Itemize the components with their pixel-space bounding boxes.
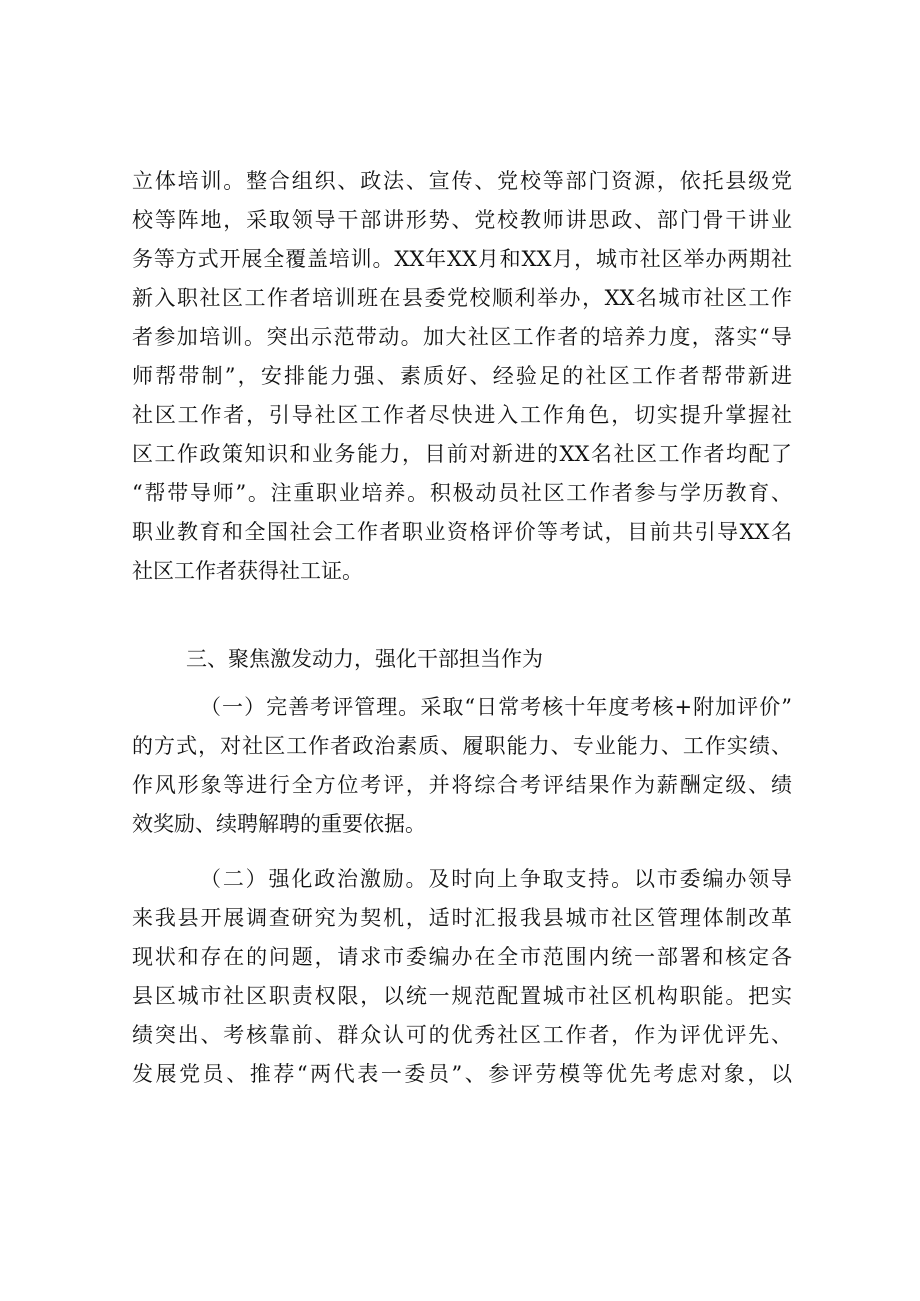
text-line: 县区城市社区职责权限，以统一规范配置城市社区机构职能。把实 [132,984,792,1008]
text-line: 立体培训。整合组织、政法、宣传、党校等部门资源，依托县级党 [132,169,792,193]
text-line: 务等方式开展全覆盖培训。XX年XX月和XX月，城市社区举办两期社 [132,247,792,271]
text-line: 的方式，对社区工作者政治素质、履职能力、专业能力、工作实绩、 [132,734,792,758]
heading-text: 三、聚焦激发动力，强化干部担当作为 [186,647,543,671]
text-line: 现状和存在的问题，请求市委编办在全市范围内统一部署和核定各 [132,945,792,969]
text-line: 来我县开展调查研究为契机，适时汇报我县城市社区管理体制改革 [132,906,792,930]
paragraph-evaluation [132,688,792,844]
text-line: 区工作政策知识和业务能力，目前对新进的XX名社区工作者均配了 [132,442,792,466]
text-line: 作风形象等进行全方位考评，并将综合考评结果作为薪酬定级、绩 [132,773,792,797]
text-line: 职业教育和全国社会工作者职业资格评价等考试，目前共引导XX名 [132,520,792,544]
text-line: “帮带导师”。注重职业培养。积极动员社区工作者参与学历教育、 [132,481,792,505]
text-line: 效奖励、续聘解聘的重要依据。 [132,812,426,836]
text-line: 者参加培训。突出示范带动。加大社区工作者的培养力度，落实“导 [132,325,792,349]
text-line: 师帮带制”，安排能力强、素质好、经验足的社区工作者帮带新进 [132,364,792,388]
paragraph-training [132,162,792,591]
text-line: 社区工作者，引导社区工作者尽快进入工作角色，切实提升掌握社 [132,403,792,427]
text-line: （二）强化政治激励。及时向上争取支持。以市委编办领导 [200,867,792,891]
section-heading-3 [132,640,792,679]
text-line: 校等阵地，采取领导干部讲形势、党校教师讲思政、部门骨干讲业 [132,208,792,232]
text-line: （一）完善考评管理。采取“日常考核十年度考核+附加评价” [200,695,792,719]
text-line: 绩突出、考核靠前、群众认可的优秀社区工作者，作为评优评先、 [132,1023,792,1047]
text-line: 新入职社区工作者培训班在县委党校顺利举办，XX名城市社区工作 [132,286,792,310]
text-line: 发展党员、推荐“两代表一委员”、参评劳模等优先考虑对象，以 [132,1062,792,1086]
paragraph-political-incentive [132,860,792,1094]
text-line: 社区工作者获得社工证。 [132,559,363,583]
